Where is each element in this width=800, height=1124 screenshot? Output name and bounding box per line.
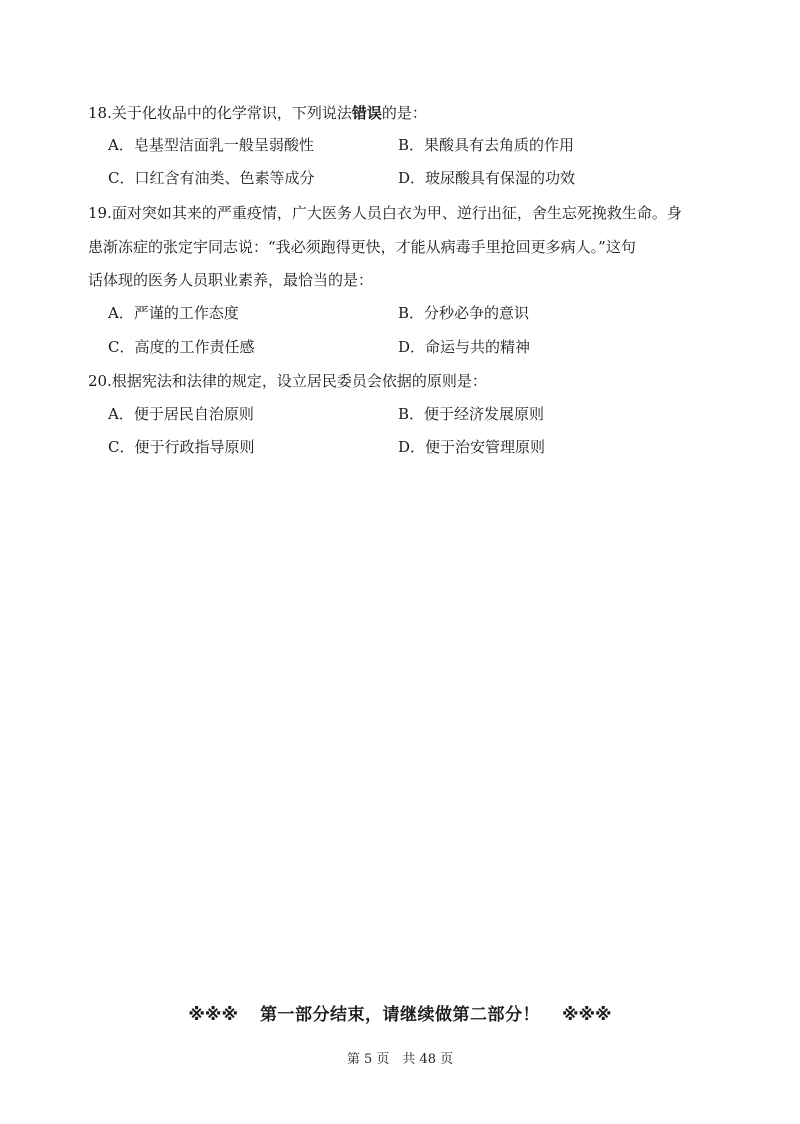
question-20-stem-text: 根据宪法和法律的规定，设立居民委员会依据的原则是： [111,372,487,390]
decorative-marks-left: ※※※ [188,1005,238,1025]
page-number: 第 5 页 共 48 页 [346,1052,454,1067]
section-end-banner [0,1000,800,1025]
section-end-message: 第一部分结束，请继续做第二部分！ [260,1005,540,1025]
question-19-stem-line-2: 患渐冻症的张定宇同志说：“我必须跑得更快，才能从病毒手里抢回更多病人。”这句 [88,238,636,256]
question-20-option-d: D．便于治安管理原则 [398,438,546,456]
question-19-stem-line-3: 话体现的医务人员职业素养，最恰当的是： [88,271,374,289]
question-18-stem-emphasis: 错误 [351,104,382,122]
question-20-option-c: C．便于行政指导原则 [108,438,255,456]
question-18-option-c: C．口红含有油类、色素等成分 [108,169,315,187]
question-19-option-b: B．分秒必争的意识 [398,304,530,322]
question-20-option-a: A．便于居民自治原则 [108,405,254,423]
question-19-stem-line-1 [88,202,682,224]
question-18-stem-suffix: 的是： [381,104,427,122]
question-18-stem [88,102,427,124]
question-20-stem [88,370,487,392]
question-18-option-d: D．玻尿酸具有保湿的功效 [398,169,576,187]
question-18-stem-prefix: 关于化妆品中的化学常识，下列说法 [111,104,352,122]
decorative-marks-right: ※※※ [562,1005,612,1025]
question-20-option-b: B．便于经济发展原则 [398,405,545,423]
question-19-number: 19. [88,204,112,222]
question-18-option-b: B．果酸具有去角质的作用 [398,136,575,154]
question-19-stem-text-1: 面对突如其来的严重疫情，广大医务人员白衣为甲、逆行出征，舍生忘死挽救生命。身 [111,204,682,222]
question-19-option-a: A．严谨的工作态度 [108,304,239,322]
question-19-option-c: C．高度的工作责任感 [108,338,255,356]
question-18-number: 18. [88,104,112,122]
question-19-option-d: D．命运与共的精神 [398,338,531,356]
question-18-option-a: A．皂基型洁面乳一般呈弱酸性 [108,136,314,154]
question-20-number: 20. [88,372,112,390]
